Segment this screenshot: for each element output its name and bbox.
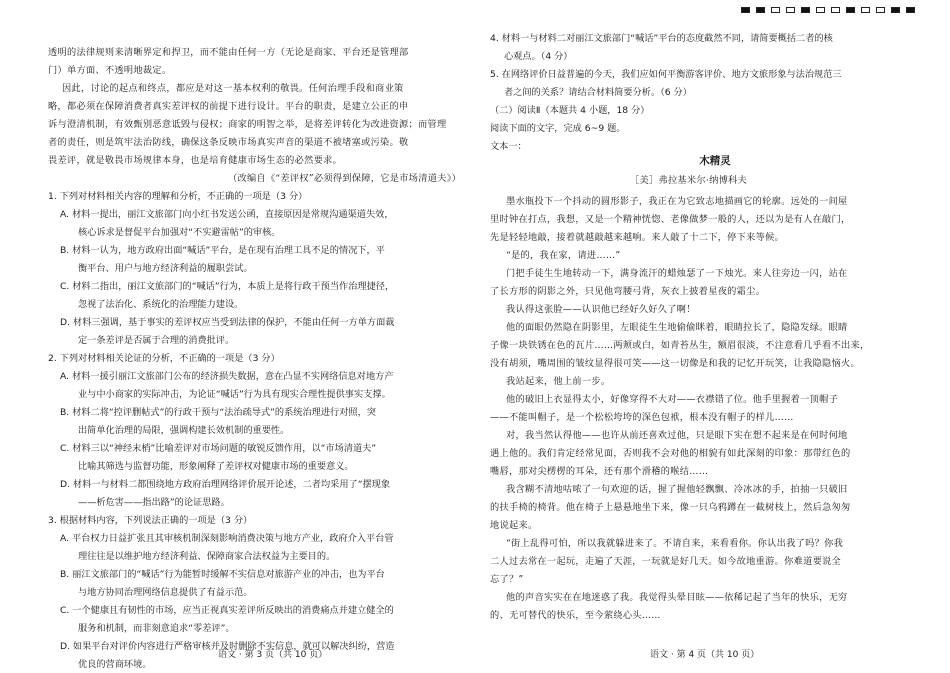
text-line: 门把手徒生生地转动一下，满身流汗的蜡烛瑟了一下烛光。来人往旁边一闪，站在	[506, 268, 848, 279]
text-line: D. 材料一与材料二都围绕地方政府治理网络评价展开论述，二者均采用了“摆现象	[60, 479, 391, 490]
text-line: 比喻其筛选与监督功能，形象阐释了差评权对健康市场的重要意义。	[78, 461, 354, 472]
page-mark	[801, 7, 810, 13]
text-line: 业与中小商家的实际冲击，为论证“喊话”行为具有现实合理性提供事实支撑。	[78, 389, 391, 400]
text-line: 理往往是以维护地方经济利益、保障商家合法权益为主要目的。	[78, 551, 336, 562]
text-line: 他的破旧上衣显得太小，好像穿得不大对——衣襟错了位。他手里握着一顶帽子	[506, 394, 839, 405]
story-title: 木精灵	[699, 155, 731, 167]
text-line: B. 材料一认为，地方政府出面“喊话”平台，是在现有治理工具不足的情况下，平	[60, 245, 385, 256]
right-page	[480, 0, 950, 673]
text-line: 出简单化治理的局限，强调构建长效机制的重要性。	[78, 425, 290, 436]
text-line: D. 材料三强调，基于事实的差评权应当受到法律的保护，不能由任何一方单方面裁	[60, 317, 395, 328]
page-mark	[876, 7, 885, 13]
text-line: 者的责任，则是筑牢法治防线，确保这条反映市场真实声音的渠道不被堵塞或污染。敬	[48, 137, 409, 148]
page-mark	[771, 7, 780, 13]
text-line: 没有胡须，嘴周围的皱纹显得很可笑——这一切像是和我的记忆开玩笑，让我隐隐恼火。	[490, 358, 861, 369]
text-line: A. 材料一提出，丽江文旅部门向小红书发送公函，直接原因是常规沟通渠道失效，	[60, 209, 394, 220]
text-line: 了长方形的阴影之外，只见他弯腰弓背，灰衣上披着星夜的霜尘。	[490, 286, 766, 297]
text-line: 核心诉求是督促平台加强对“不实避雷帖”的审核。	[78, 227, 281, 238]
page-mark	[861, 7, 870, 13]
page-mark	[906, 7, 915, 13]
story-author: ［美］弗拉基米尔·纳博科夫	[630, 175, 748, 186]
text-line: B. 材料二将“控评删帖式”的行政干预与“法治疏导式”的系统治理进行对照，突	[60, 407, 376, 418]
page-mark	[741, 7, 750, 13]
page-mark	[831, 7, 840, 13]
text-line: 地说起来。	[490, 520, 538, 531]
text-line: 墨水瓶投下一个抖动的圆形影子，我正在为它致志地描画它的轮廓。远处的一间屋	[506, 196, 848, 207]
page-mark	[786, 7, 795, 13]
text-line: 我认得这张脸——认识他已经好久好久了啊！	[506, 304, 696, 315]
text-line: 4. 材料一与材料二对丽江文旅部门“喊话”平台的态度截然不同，请简要概括二者的核	[490, 33, 833, 44]
page-mark	[756, 7, 765, 13]
text-line: 诉与澄清机制，有效甄别恶意诋毁与侵权；商家的明智之举，是将差评转化为改进资源；而管理	[48, 119, 447, 130]
text-line: 1. 下列对材料相关内容的理解和分析，不正确的一项是（3 分）	[48, 191, 308, 202]
text-line: A. 平台权力日益扩张且其审核机制深刻影响消费决策与地方产业，政府介入平台管	[60, 533, 394, 544]
page-mark	[846, 7, 855, 13]
text-line: （改编自《“差评权”必须得到保障，它是市场清道夫》）	[228, 173, 462, 184]
text-line: 心观点。（4 分）	[504, 51, 573, 62]
text-line: C. 材料三以“神经末梢”比喻差评对市场问题的敏锐反馈作用，以“市场清道夫”	[60, 443, 377, 454]
text-line: 阅读下面的文字，完成 6~9 题。	[490, 123, 626, 134]
left-page	[0, 0, 470, 673]
text-line: 优良的营商环境。	[78, 659, 152, 670]
text-line: 3. 根据材料内容，下列说法正确的一项是（3 分）	[48, 515, 253, 526]
text-line: 二人过去常在一起玩，走遍了天涯，一玩就是好几天。如今故地重游。你难道要说全	[490, 556, 842, 567]
text-line: 与地方协同治理网络信息提供了有益示范。	[78, 587, 253, 598]
text-line: 嘴唇，那对尖楞楞的耳朵，还有那个滑稽的喉结……	[490, 466, 709, 477]
text-line: 者之间的关系？请结合材料简要分析。（6 分）	[504, 87, 692, 98]
text-line: 畏差评，就是敬畏市场规律本身，也是培育健康市场生态的必然要求。	[48, 155, 343, 166]
text-line: （二）阅读Ⅱ（本题共 4 小题，18 分）	[490, 105, 650, 116]
text-line: 忘了？”	[490, 574, 524, 585]
text-line: 我站起来，他上前一步。	[506, 376, 611, 387]
text-line: 因此，讨论的起点和终点，都应是对这一基本权利的敬畏。任何治理手段和商业策	[62, 83, 404, 94]
right-page-footer: 语文 · 第 4 页（共 10 页）	[650, 650, 760, 660]
page-mark	[891, 7, 900, 13]
text-line: D. 如果平台对评价内容进行严格审核并及时删除不实信息，就可以解决纠纷，营造	[60, 641, 395, 652]
text-line: 他的声音实实在在地迷惑了我。我觉得头晕目眩——依稀记起了当年的快乐，无穷	[506, 592, 848, 603]
text-line: 的、无可替代的快乐，至今萦绕心头……	[490, 610, 661, 621]
text-line: 定一条差评是否属于合理的消费批评。	[78, 335, 235, 346]
page-mark	[816, 7, 825, 13]
text-line: 服务和机制，而非刻意追求“零差评”。	[78, 623, 235, 634]
text-line: B. 丽江文旅部门的“喊话”行为能暂时缓解不实信息对旅游产业的冲击，也为平台	[60, 569, 385, 580]
text-line: 门）单方面、不透明地裁定。	[48, 65, 172, 76]
text-line: 先是轻轻地敲，接着就越敲越来越响。来人敲了十二下，停下来等候。	[490, 232, 785, 243]
text-line: 对，我当然认得他——也许从前还喜欢过他，只是眼下实在想不起来是在何时何地	[506, 430, 848, 441]
text-line: 略，都必须在保障消费者真实差评权的前提下进行设计。平台的职责，是建立公正的申	[48, 101, 409, 112]
text-line: 文本一：	[490, 141, 527, 152]
text-line: 2. 下列对材料相关论证的分析，不正确的一项是（3 分）	[48, 353, 280, 364]
text-line: 他的面眼仍然隐在阴影里，左眼徒生生地偷偷眯着，眼睛拉长了，隐隐发绿。眼睛	[506, 322, 848, 333]
text-line: 透明的法律规则来清晰界定和捍卫，而不能由任何一方（无论是商家、平台还是管理部	[48, 47, 409, 58]
text-line: ——析危害——指出路”的论证思路。	[78, 497, 230, 508]
text-line: 5. 在网络评价日益普遍的今天，我们应如何平衡游客评价、地方文旅形象与法治规范三	[490, 69, 842, 80]
text-line: “街上乱得可怕，所以我就躲进来了。不请自来，来看看你。你认出我了吗？你我	[506, 538, 844, 549]
left-page-footer: 语文 · 第 3 页（共 10 页）	[218, 650, 328, 660]
text-line: 的扶手椅的椅背。他在椅子上悬悬地坐下来，像一只乌鸦蹲在一截树枝上，然后急匆匆	[490, 502, 851, 513]
text-line: 衡平台、用户与地方经济利益的履职尝试。	[78, 263, 253, 274]
text-line: 我含糊不清地咕哝了一句欢迎的话，握了握他轻飘飘、冷冰冰的手，拍抽一只破旧	[506, 484, 848, 495]
text-line: C. 一个健康且有韧性的市场，应当正视真实差评所反映出的消费痛点并建立健全的	[60, 605, 394, 616]
text-line: 子像一块铁锈在色的瓦片……两颊或白，如青苔丛生，额眉很淡，不注意看几乎看不出来，	[490, 340, 870, 351]
text-line: C. 材料二指出，丽江文旅部门的“喊话”行为，本质上是将行政干预当作治理捷径，	[60, 281, 395, 292]
text-line: “是的，我在家，请进……”	[506, 250, 621, 261]
text-line: A. 材料一援引丽江文旅部门公布的经济损失数据，意在凸显不实网络信息对地方产	[60, 371, 394, 382]
text-line: ——不能叫帽子，是一个松松垮垮的深色包袱，根本没有帽子的样儿……	[490, 412, 794, 423]
page-marks	[741, 7, 915, 13]
text-line: 遇上他的。我们肯定经常见面，否则我不会对他的相貌有如此深刻的印象：那带红色的	[490, 448, 851, 459]
text-line: 里时钟在打点，我想，又是一个精神恍惚、老像做梦一般的人，还以为是有人在敲门，	[490, 214, 851, 225]
text-line: 忽视了法治化、系统化的治理能力建设。	[78, 299, 244, 310]
